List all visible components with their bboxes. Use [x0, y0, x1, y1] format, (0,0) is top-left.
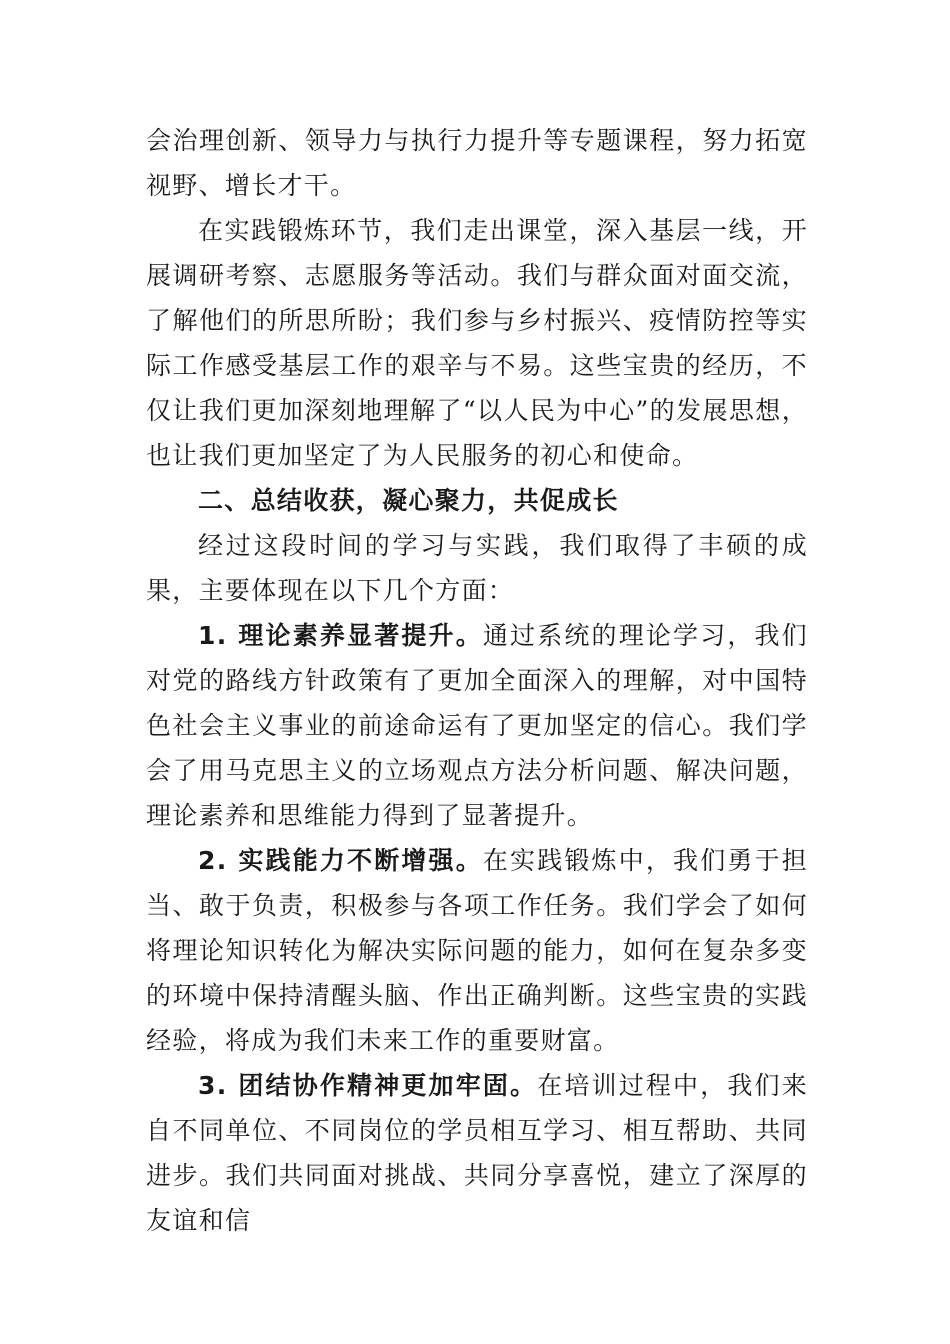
paragraph-point-1 [146, 613, 808, 838]
paragraph-practice: 在实践锻炼环节，我们走出课堂，深入基层一线，开展调研考察、志愿服务等活动。我们与群众面对面交流，了解他们的所思所盼；我们参与乡村振兴、疫情防控等实际工作感受基层工作的艰辛与不易。这些宝贵的经历，不仅让我们更加深刻地理解了“以人民为中心”的发展思想，也让我们更加坚定了为人民服务的初心和使命。 [146, 216, 808, 470]
point-2-lead: 2. 实践能力不断增强。 [198, 846, 483, 875]
section-heading: 二、总结收获，凝心聚力，共促成长 [198, 486, 619, 515]
point-3-lead: 3. 团结协作精神更加牢固。 [198, 1071, 538, 1100]
point-1-text: 通过系统的理论学习，我们对党的路线方针政策有了更加全面深入的理解，对中国特色社会主义事业的前途命运有了更加坚定的信心。我们学会了用马克思主义的立场观点方法分析问题、解决问题，理论素养和思维能力得到了显著提升。 [146, 621, 808, 830]
paragraph-continuation: 会治理创新、领导力与执行力提升等专题课程，努力拓宽视野、增长才干。 [146, 126, 808, 200]
point-3-text: 在培训过程中，我们来自不同单位、不同岗位的学员相互学习、相互帮助、共同进步。我们共同面对挑战、共同分享喜悦，建立了深厚的友谊和信 [146, 1071, 808, 1235]
paragraph-point-2 [146, 838, 808, 1063]
paragraph-results-intro: 经过这段时间的学习与实践，我们取得了丰硕的成果，主要体现在以下几个方面： [146, 531, 808, 605]
point-1-lead: 1. 理论素养显著提升。 [198, 621, 483, 650]
document-body [146, 118, 808, 1243]
point-2-text: 在实践锻炼中，我们勇于担当、敢于负责，积极参与各项工作任务。我们学会了如何将理论知识转化为解决实际问题的能力，如何在复杂多变的环境中保持清醒头脑、作出正确判断。这些宝贵的实践经验，将成为我们未来工作的重要财富。 [146, 846, 808, 1055]
paragraph-point-3 [146, 1063, 808, 1243]
